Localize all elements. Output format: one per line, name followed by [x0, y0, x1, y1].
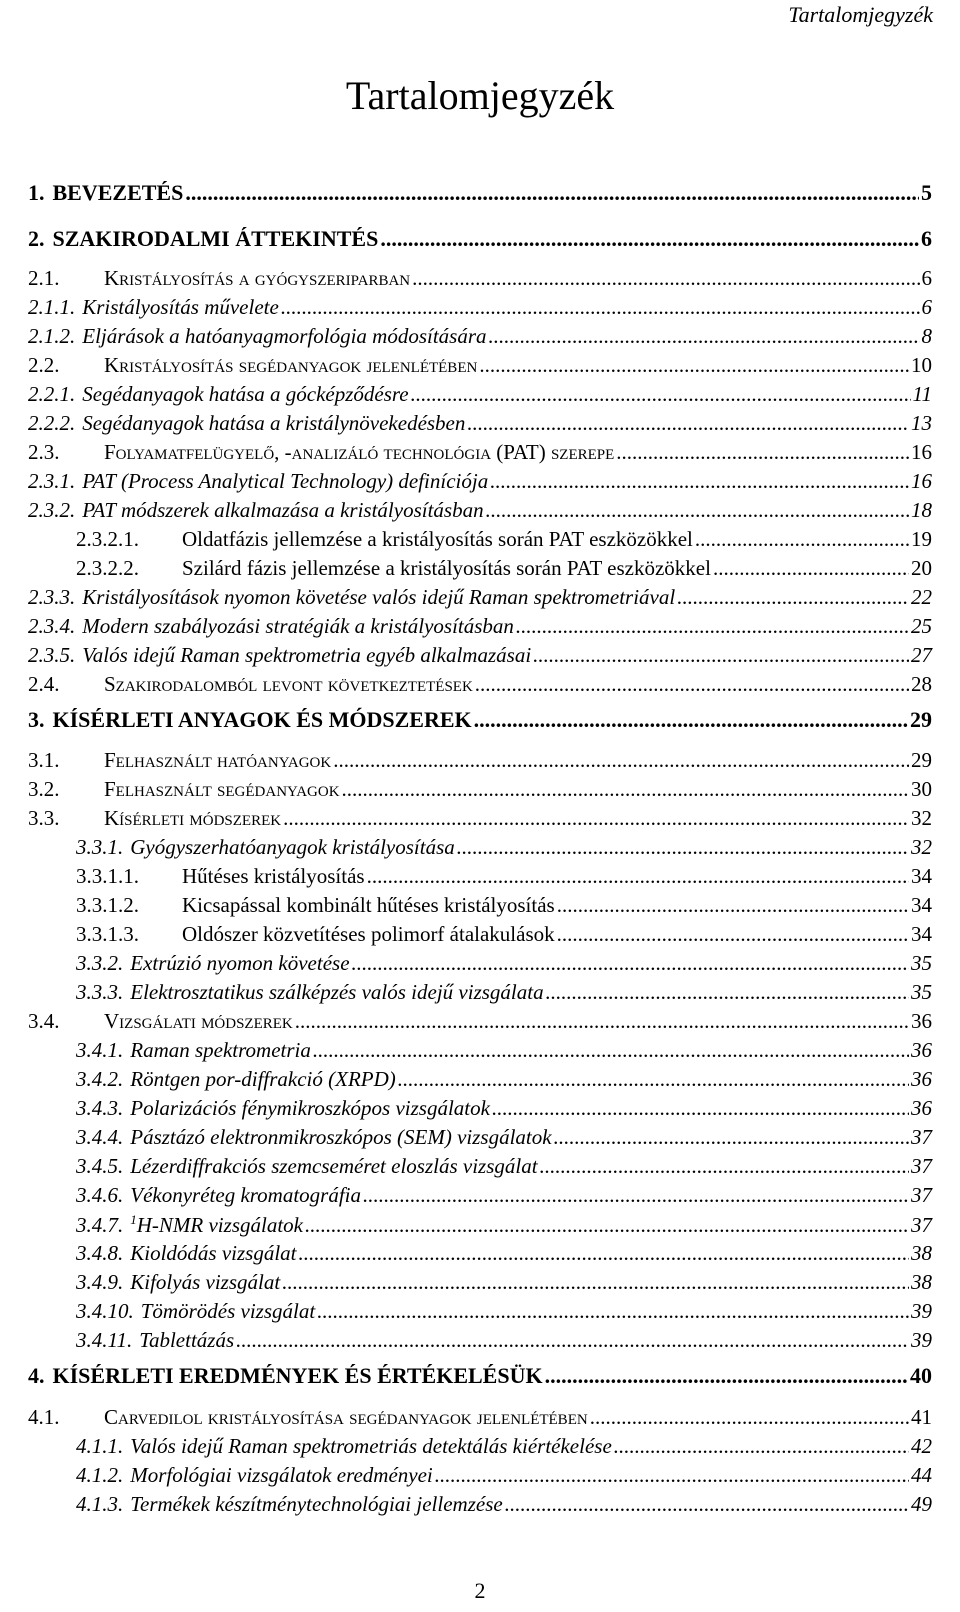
toc-entry-title: Kristályosítás a gyógyszeriparban	[104, 266, 411, 290]
toc-entry-title: Modern szabályozási stratégiák a kristályosításban	[82, 614, 514, 638]
toc-entry[interactable]	[76, 1125, 932, 1153]
toc-entry-title: Tömörödés vizsgálat	[140, 1299, 316, 1323]
page-title: Tartalomjegyzék	[345, 73, 615, 118]
toc-entry[interactable]	[76, 1154, 932, 1182]
toc-entry-page: 25	[911, 614, 932, 638]
toc-entry[interactable]	[28, 806, 932, 834]
toc-entry-page: 28	[911, 672, 932, 696]
toc-entry-page: 37	[911, 1125, 932, 1149]
toc-entry-page: 20	[911, 556, 932, 580]
toc-entry-title: PAT (Process Analytical Technology) definíciója	[82, 469, 489, 493]
toc-entry[interactable]	[76, 1241, 932, 1269]
toc-entry[interactable]	[28, 1363, 932, 1391]
toc-dot-leader	[614, 1434, 909, 1459]
toc-entry-page: 35	[911, 951, 932, 975]
toc-entry-title: Kifolyás vizsgálat	[130, 1270, 281, 1294]
toc-entry[interactable]	[76, 527, 932, 555]
toc-entry-title: Kioldódás vizsgálat	[130, 1241, 297, 1265]
toc-dot-leader	[282, 1270, 909, 1295]
toc-entry-number: 2.4.	[28, 672, 60, 696]
toc-entry-number: 2.3.3.	[28, 585, 76, 609]
page-number: 2	[474, 1578, 486, 1603]
toc-entry-title: Polarizációs fénymikroszkópos vizsgálatok	[130, 1096, 490, 1120]
toc-dot-leader	[185, 180, 919, 206]
toc-entry-page: 38	[911, 1241, 932, 1265]
toc-entry-page: 36	[911, 1067, 932, 1091]
toc-entry-title: Morfológiai vizsgálatok eredményei	[130, 1463, 433, 1487]
toc-entry-number: 3.4.2.	[76, 1067, 124, 1091]
toc-entry[interactable]	[76, 1492, 932, 1520]
toc-entry-title: Eljárások a hatóanyagmorfológia módosítására	[82, 324, 487, 348]
toc-dot-leader	[616, 440, 909, 465]
toc-entry-number: 3.4.5.	[76, 1154, 124, 1178]
toc-entry-page: 30	[911, 777, 932, 801]
toc-entry-number: 4.	[28, 1363, 45, 1388]
toc-entry-title: Vékonyréteg kromatográfia	[130, 1183, 361, 1207]
toc-entry-page: 13	[911, 411, 932, 435]
toc-dot-leader	[333, 748, 909, 773]
toc-entry[interactable]	[28, 469, 932, 497]
toc-entry-page: 35	[911, 980, 932, 1004]
toc-entry-title: $^1$H-NMR vizsgálatok	[130, 1212, 303, 1237]
toc-entry-page: 5	[921, 180, 932, 205]
toc-entry-page: 8	[921, 324, 932, 348]
toc-entry-page: 6	[921, 266, 932, 290]
toc-entry-title: Vizsgálati módszerek	[104, 1009, 293, 1033]
toc-entry-title: Röntgen por-diffrakció (XRPD)	[130, 1067, 396, 1091]
toc-entry-number: 2.3.5.	[28, 643, 76, 667]
toc-entry[interactable]	[28, 1405, 932, 1433]
toc-entry-number: 4.1.	[28, 1405, 60, 1429]
toc-entry-number: 3.2.	[28, 777, 60, 801]
toc-entry-number: 2.1.2.	[28, 324, 76, 348]
toc-entry-title: Valós idejű Raman spektrometria egyéb alkalmazásai	[82, 643, 532, 667]
toc-entry-title: Kristályosítások nyomon követése valós idejű Raman spektrometriával	[82, 585, 676, 609]
toc-dot-leader	[557, 922, 909, 947]
toc-dot-leader	[516, 614, 909, 639]
toc-entry-number: 2.1.	[28, 266, 60, 290]
toc-dot-leader	[380, 226, 919, 252]
toc-entry[interactable]	[28, 777, 932, 805]
toc-entry-title: Kristályosítás művelete	[82, 295, 279, 319]
toc-entry-page: 36	[911, 1009, 932, 1033]
toc-dot-leader	[281, 295, 920, 320]
toc-dot-leader	[475, 672, 909, 697]
toc-entry-title: KÍSÉRLETI EREDMÉNYEK ÉS ÉRTÉKELÉSÜK	[52, 1363, 543, 1388]
toc-dot-leader	[695, 527, 909, 552]
toc-dot-leader	[305, 1213, 909, 1238]
toc-entry-number: 4.1.3.	[76, 1492, 124, 1516]
toc-entry-number: 4.1.2.	[76, 1463, 124, 1487]
toc-entry-page: 34	[911, 864, 932, 888]
toc-dot-leader	[479, 353, 909, 378]
toc-entry-title: Elektrosztatikus szálképzés valós idejű vizsgálata	[130, 980, 544, 1004]
toc-entry-title: Felhasznált hatóanyagok	[104, 748, 332, 772]
toc-entry[interactable]	[76, 864, 932, 892]
toc-entry-number: 3.3.	[28, 806, 60, 830]
toc-dot-leader	[557, 893, 909, 918]
toc-entry-page: 39	[911, 1328, 932, 1352]
toc-dot-leader	[474, 707, 908, 733]
toc-entry-number: 3.	[28, 707, 45, 732]
toc-entry[interactable]	[76, 1328, 932, 1356]
toc-entry-title: Pásztázó elektronmikroszkópos (SEM) vizsgálatok	[130, 1125, 552, 1149]
toc-dot-leader	[713, 556, 909, 581]
toc-entry-number: 2.3.	[28, 440, 60, 464]
toc-entry-title: Oldatfázis jellemzése a kristályosítás során PAT eszközökkel	[182, 527, 693, 551]
toc-entry-title: Carvedilol kristályosítása segédanyagok jelenlétében	[104, 1405, 588, 1429]
toc-entry-page: 32	[911, 835, 932, 859]
toc-entry-page: 16	[911, 469, 932, 493]
toc-entry-page: 10	[911, 353, 932, 377]
toc-entry-number: 3.4.	[28, 1009, 60, 1033]
toc-entry-number: 2.2.2.	[28, 411, 76, 435]
toc-dot-leader	[342, 777, 909, 802]
toc-entry[interactable]	[28, 295, 932, 323]
toc-entry[interactable]	[28, 614, 932, 642]
toc-entry-page: 38	[911, 1270, 932, 1294]
toc-dot-leader	[363, 1183, 909, 1208]
toc-entry[interactable]	[28, 643, 932, 671]
toc-entry[interactable]	[76, 835, 932, 863]
toc-entry[interactable]	[28, 180, 932, 208]
toc-entry-number: 2.3.4.	[28, 614, 76, 638]
toc-entry-number: 2.3.1.	[28, 469, 76, 493]
toc-entry-title: Kristályosítás segédanyagok jelenlétében	[104, 353, 478, 377]
toc-dot-leader	[352, 951, 909, 976]
toc-entry-title: Extrúzió nyomon követése	[130, 951, 350, 975]
toc-entry-page: 42	[911, 1434, 932, 1458]
toc-dot-leader	[295, 1009, 909, 1034]
toc-entry[interactable]	[76, 1270, 932, 1298]
toc-entry[interactable]	[28, 748, 932, 776]
toc-entry-number: 2.1.1.	[28, 295, 76, 319]
toc-dot-leader	[490, 469, 909, 494]
toc-entry-number: 3.4.4.	[76, 1125, 124, 1149]
toc-entry-page: 19	[911, 527, 932, 551]
toc-entry-number: 3.4.1.	[76, 1038, 124, 1062]
toc-entry-page: 37	[911, 1213, 932, 1237]
toc-entry-number: 3.4.7.	[76, 1213, 124, 1237]
toc-entry-number: 3.3.1.3.	[76, 922, 139, 946]
toc-entry-page: 29	[911, 748, 932, 772]
toc-entry[interactable]	[76, 1038, 932, 1066]
toc-entry-page: 6	[921, 295, 932, 319]
toc-dot-leader	[317, 1299, 909, 1324]
toc-entry-number: 3.3.2.	[76, 951, 124, 975]
toc-entry-number: 2.3.2.2.	[76, 556, 139, 580]
toc-entry[interactable]	[28, 498, 932, 526]
toc-dot-leader	[492, 1096, 909, 1121]
toc-dot-leader	[313, 1038, 909, 1063]
toc-entry-number: 3.3.1.1.	[76, 864, 139, 888]
toc-entry-page: 36	[911, 1038, 932, 1062]
toc-entry[interactable]	[28, 353, 932, 381]
toc-entry-title: Szilárd fázis jellemzése a kristályosítás során PAT eszközökkel	[182, 556, 711, 580]
toc-dot-leader	[545, 1363, 908, 1389]
toc-entry-page: 27	[911, 643, 932, 667]
toc-entry-page: 37	[911, 1183, 932, 1207]
toc-entry-number: 3.3.3.	[76, 980, 124, 1004]
toc-entry-number: 3.4.9.	[76, 1270, 124, 1294]
toc-entry-number: 1.	[28, 180, 45, 205]
toc-entry-title: Tablettázás	[139, 1328, 235, 1352]
toc-entry-title: Szakirodalomból levont következtetések	[104, 672, 473, 696]
toc-dot-leader	[540, 1154, 909, 1179]
toc-entry-number: 3.3.1.2.	[76, 893, 139, 917]
toc-entry-title: Kísérleti módszerek	[104, 806, 282, 830]
toc-entry-number: 3.4.8.	[76, 1241, 124, 1265]
toc-dot-leader	[533, 643, 909, 668]
toc-entry-page: 22	[911, 585, 932, 609]
toc-dot-leader	[411, 382, 911, 407]
toc-entry-title: Raman spektrometria	[130, 1038, 311, 1062]
toc-entry[interactable]	[76, 922, 932, 950]
toc-entry-page: 32	[911, 806, 932, 830]
toc-entry-number: 2.	[28, 226, 45, 251]
toc-entry-page: 29	[910, 707, 932, 732]
toc-dot-leader	[590, 1405, 909, 1430]
toc-entry[interactable]	[76, 1299, 932, 1327]
toc-dot-leader	[435, 1463, 909, 1488]
toc-entry-number: 3.4.3.	[76, 1096, 124, 1120]
toc-dot-leader	[367, 864, 909, 889]
toc-entry-page: 11	[912, 382, 932, 406]
toc-entry[interactable]	[28, 411, 932, 439]
toc-entry-number: 3.4.10.	[76, 1299, 134, 1323]
toc-entry[interactable]	[76, 556, 932, 584]
toc-entry-page: 44	[911, 1463, 932, 1487]
toc-dot-leader	[457, 835, 909, 860]
toc-entry[interactable]	[28, 382, 932, 410]
toc-entry-title: KÍSÉRLETI ANYAGOK ÉS MÓDSZEREK	[52, 707, 472, 732]
toc-entry-title: Gyógyszerhatóanyagok kristályosítása	[130, 835, 455, 859]
toc-entry-title: Kicsapással kombinált hűtéses kristályosítás	[182, 893, 555, 917]
toc-entry[interactable]	[28, 266, 932, 294]
toc-entry[interactable]	[76, 1434, 932, 1462]
toc-entry-page: 41	[911, 1405, 932, 1429]
toc-entry-title: BEVEZETÉS	[52, 180, 184, 205]
toc-entry-page: 37	[911, 1154, 932, 1178]
toc-entry[interactable]	[28, 1009, 932, 1037]
toc-entry-page: 16	[911, 440, 932, 464]
toc-entry-number: 3.1.	[28, 748, 60, 772]
toc-entry-title: Felhasznált segédanyagok	[104, 777, 340, 801]
toc-entry-title: Folyamatfelügyelő, -analizáló technológia (PAT) szerepe	[104, 440, 615, 464]
toc-entry-title: Valós idejű Raman spektrometriás detektálás kiértékelése	[130, 1434, 612, 1458]
toc-entry-page: 6	[921, 226, 932, 251]
toc-entry[interactable]	[28, 324, 932, 352]
toc-entry[interactable]	[76, 1463, 932, 1491]
toc-entry[interactable]	[76, 980, 932, 1008]
toc-entry-page: 36	[911, 1096, 932, 1120]
toc-entry[interactable]	[28, 585, 932, 613]
toc-entry-number: 3.3.1.	[76, 835, 124, 859]
toc-entry-number: 2.3.2.	[28, 498, 76, 522]
toc-entry-number: 2.2.1.	[28, 382, 76, 406]
toc-entry-title: Segédanyagok hatása a kristálynövekedésben	[82, 411, 466, 435]
toc-dot-leader	[299, 1241, 909, 1266]
toc-entry[interactable]	[28, 440, 932, 468]
toc-entry-title: Segédanyagok hatása a gócképződésre	[82, 382, 409, 406]
toc-entry-page: 34	[911, 922, 932, 946]
toc-dot-leader	[505, 1492, 909, 1517]
toc-dot-leader	[467, 411, 909, 436]
toc-dot-leader	[554, 1125, 909, 1150]
toc-entry-title: PAT módszerek alkalmazása a kristályosításban	[82, 498, 484, 522]
toc-entry[interactable]	[76, 951, 932, 979]
toc-entry[interactable]	[28, 707, 932, 735]
toc-entry-number: 4.1.1.	[76, 1434, 124, 1458]
toc-dot-leader	[412, 266, 919, 291]
toc-dot-leader	[489, 324, 920, 349]
toc-entry-page: 39	[911, 1299, 932, 1323]
toc-dot-leader	[398, 1067, 909, 1092]
toc-dot-leader	[236, 1328, 909, 1353]
toc-entry-title: SZAKIRODALMI ÁTTEKINTÉS	[52, 226, 379, 251]
toc-entry-page: 34	[911, 893, 932, 917]
toc-entry-page: 40	[910, 1363, 932, 1388]
toc-entry-page: 18	[911, 498, 932, 522]
toc-dot-leader	[486, 498, 909, 523]
toc-entry-page: 49	[911, 1492, 932, 1516]
toc-entry[interactable]	[28, 226, 932, 254]
toc-entry[interactable]	[28, 672, 932, 700]
toc-entry-title: Hűtéses kristályosítás	[182, 864, 365, 888]
toc-entry[interactable]	[76, 1067, 932, 1095]
toc-entry-title: Lézerdiffrakciós szemcseméret eloszlás vizsgálat	[130, 1154, 538, 1178]
toc-entry-number: 2.2.	[28, 353, 60, 377]
toc-entry-title: Termékek készítménytechnológiai jellemzése	[130, 1492, 503, 1516]
toc-dot-leader	[677, 585, 909, 610]
toc-entry-number: 3.4.6.	[76, 1183, 124, 1207]
toc-entry-title: Oldószer közvetítéses polimorf átalakulások	[182, 922, 555, 946]
toc-entry[interactable]	[76, 1183, 932, 1211]
toc-entry-number: 3.4.11.	[76, 1328, 133, 1352]
toc-entry[interactable]	[76, 1212, 932, 1240]
toc-dot-leader	[283, 806, 909, 831]
toc-entry[interactable]	[76, 1096, 932, 1124]
toc-entry-number: 2.3.2.1.	[76, 527, 139, 551]
toc-dot-leader	[546, 980, 909, 1005]
toc-entry[interactable]	[76, 893, 932, 921]
running-header: Tartalomjegyzék	[788, 2, 933, 27]
